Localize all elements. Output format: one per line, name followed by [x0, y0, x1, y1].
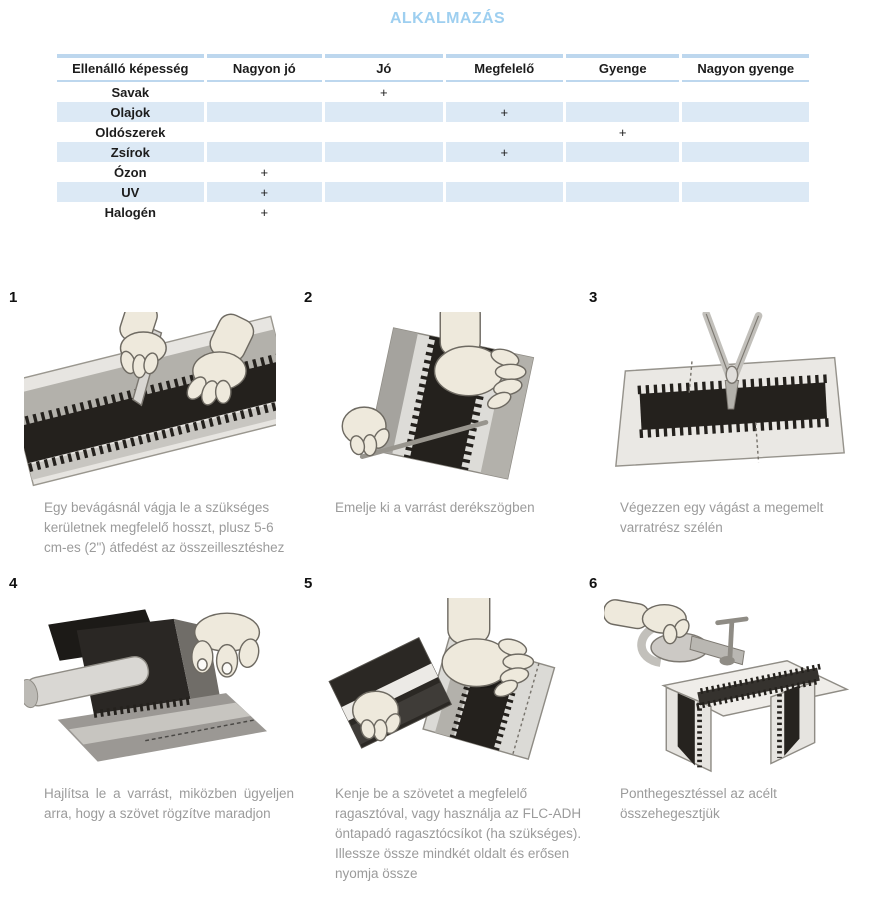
- resistance-label: Savak: [111, 84, 150, 100]
- rating-cell: +: [260, 204, 269, 220]
- cutting-belt-with-knife-icon: [24, 312, 276, 488]
- rating-cell: [207, 82, 322, 102]
- rating-cell: [682, 202, 809, 222]
- rating-cell: [325, 122, 442, 142]
- table-row: [57, 102, 809, 122]
- step-caption: Hajlítsa le a varrást, miközben ügyeljen arra, hogy a szövet rögzítve maradjon: [44, 786, 294, 821]
- table-header-row: [57, 54, 809, 82]
- resistance-label: Halogén: [104, 204, 156, 220]
- step-illustration: [604, 312, 856, 488]
- folding-seam-icon: [24, 598, 276, 774]
- rating-cell: [566, 182, 679, 202]
- rating-cell: +: [618, 124, 627, 140]
- rating-cell: +: [260, 164, 269, 180]
- step-4: [0, 574, 295, 900]
- resistance-table: [54, 54, 812, 222]
- rating-cell: [566, 82, 679, 102]
- rating-cell: [325, 182, 442, 202]
- rating-cell: [446, 202, 563, 222]
- page-title: ALKALMAZÁS: [389, 10, 506, 27]
- table-row: [57, 122, 809, 142]
- rating-cell: [325, 162, 442, 182]
- resistance-label: UV: [57, 182, 204, 202]
- step-caption: Egy bevágásnál vágja le a szükséges kerületnek megfelelő hosszt, plusz 5-6 cm-es (2") átfedést az összeillesztéshez: [44, 500, 285, 555]
- table-row: [57, 82, 809, 102]
- rating-cell: [207, 122, 322, 142]
- step-3: [580, 288, 895, 574]
- rating-cell: +: [207, 182, 322, 202]
- rating-cell: [682, 82, 809, 102]
- rating-cell: [566, 102, 679, 122]
- rating-cell: [682, 182, 809, 202]
- table-row: [57, 202, 809, 222]
- rating-cell: [207, 102, 322, 122]
- step-caption: Emelje ki a varrást derékszögben: [335, 500, 535, 515]
- step-number: 6: [589, 575, 598, 592]
- header-very-good: Nagyon jó: [207, 54, 322, 82]
- table-row: [57, 162, 809, 182]
- resistance-label: Zsírok: [57, 142, 204, 162]
- pliers-cutting-icon: [604, 312, 856, 488]
- lifting-seam-icon: [319, 312, 571, 488]
- step-caption: Ponthegesztéssel az acélt összehegesztjük: [620, 786, 777, 821]
- step-caption: Kenje be a szövetet a megfelelő ragasztóval, vagy használja az FLC-ADH öntapadó ragasztócsíkot (ha szükséges). Illessze össze mindkét oldalt és erősen nyomja össze: [335, 786, 582, 881]
- spot-welding-icon: [604, 598, 856, 774]
- rating-cell: [446, 182, 563, 202]
- step-illustration: [604, 598, 856, 774]
- rating-cell: [682, 162, 809, 182]
- header-resistance: Ellenálló képesség: [57, 54, 204, 82]
- applying-adhesive-icon: [319, 598, 571, 774]
- resistance-label: Oldószerek: [95, 124, 166, 140]
- rating-cell: [325, 102, 442, 122]
- step-2: [295, 288, 580, 574]
- step-illustration: [319, 312, 571, 488]
- step-caption: Végezzen egy vágást a megemelt varratrész szélén: [620, 500, 824, 535]
- header-good: Jó: [325, 54, 442, 82]
- rating-cell: [682, 102, 809, 122]
- rating-cell: [682, 122, 809, 142]
- rating-cell: +: [446, 142, 563, 162]
- header-very-weak: Nagyon gyenge: [682, 54, 809, 82]
- step-number: 2: [304, 289, 313, 306]
- resistance-label: Ózon: [114, 164, 147, 180]
- step-6: [580, 574, 895, 900]
- rating-cell: [446, 82, 563, 102]
- rating-cell: [566, 162, 679, 182]
- step-number: 4: [9, 575, 18, 592]
- rating-cell: [446, 162, 563, 182]
- rating-cell: [566, 142, 679, 162]
- step-number: 3: [589, 289, 598, 306]
- table-row: [57, 182, 809, 202]
- step-number: 5: [304, 575, 313, 592]
- step-illustration: [24, 312, 276, 488]
- table-row: [57, 142, 809, 162]
- step-illustration: [24, 598, 276, 774]
- header-adequate: Megfelelő: [446, 54, 563, 82]
- rating-cell: [325, 142, 442, 162]
- rating-cell: +: [446, 102, 563, 122]
- step-5: [295, 574, 580, 900]
- rating-cell: [207, 142, 322, 162]
- rating-cell: [682, 142, 809, 162]
- instruction-steps: [0, 288, 895, 900]
- rating-cell: [325, 202, 442, 222]
- rating-cell: +: [380, 84, 388, 100]
- step-illustration: [319, 598, 571, 774]
- rating-cell: [566, 202, 679, 222]
- rating-cell: [446, 122, 563, 142]
- step-1: [0, 288, 295, 574]
- resistance-label: Olajok: [57, 102, 204, 122]
- header-weak: Gyenge: [566, 54, 679, 82]
- step-number: 1: [9, 289, 18, 306]
